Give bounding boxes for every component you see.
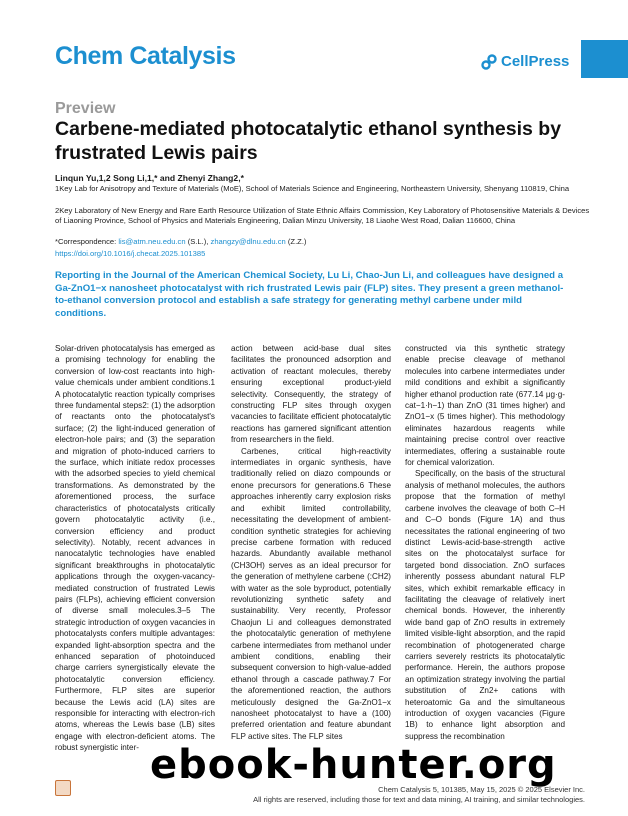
correspondence-name-2: (Z.Z.) [287,237,307,246]
body-column-1 [55,343,215,754]
email-link-2[interactable]: zhangzy@dlnu.edu.cn [210,237,286,246]
body-column-2 [231,343,391,742]
affiliation-1: 1Key Lab for Anisotropy and Texture of Materials (MoE), School of Materials Science and Engineering, Northeastern University, Shenyang 110819, China [55,184,570,193]
paragraph: action between acid-base dual sites facilitates the pronounced adsorption and activation of reactant molecules, thereby ensuring exceptional product-yield selectivity. Consequently, the strategy of constructing FLP sites through oxygen vacancies to facilitate efficient photocatalytic reactions has garnered significant attention from researchers in the field. [231,344,391,445]
publisher-name: CellPress [501,53,570,70]
paragraph: constructed via this synthetic strategy enable precise cleavage of methanol molecules into carbene intermediates under mild conditions and exhibit a significantly higher ethanol production rate (677.14 μg·g-cat−1·h−1) than ZnO (31 times higher) and ZnO1−x (5 times higher). This methodology eliminates hazardous reagents while maintaining precise control over reactive intermediates, offering a sustainable route for chemical valorization. [405,344,565,468]
section-label: Preview [55,100,116,117]
correspondence-name-1: (S.L.), [187,237,209,246]
footer-rights: All rights are reserved, including those for text and data mining, AI training, and similar technologies. [253,795,585,804]
body-column-3 [405,343,565,742]
cellpress-icon [481,54,497,70]
paragraph: Carbenes, critical high-reactivity intermediates in organic synthesis, have traditionally relied on diazo compounds or enone precursors for generations.6 These approaches inherently carry explosion risks and exhibit limited controllability, necessitating the development of ambient-condition synthetic strategies for achieving precise carbene formation with reduced hazards. Abundantly available methanol (CH3OH) serves as an ideal precursor for the generation of methylene carbene (:CH2) with water as the sole byproduct, potentially revolutionizing synthetic safety and sustainability. Very recently, Professor Chaojun Li and colleagues demonstrated the photocatalytic generation of methylene carbene intermediates from methanol under ambient conditions, enabling their subsequent conversion to high-value-added ethanol through a cascade pathway.7 For the aforementioned reaction, the authors meticulously designed the Ga-ZnO1−x nanosheet photocatalyst to have a (100) preferred orientation and feature abundant FLP active sites. The FLP sites [231,446,391,741]
watermark: ebook-hunter.org [150,742,557,788]
correspondence [55,237,595,247]
footer [40,785,585,805]
journal-title: Chem Catalysis [55,42,236,70]
doi-link[interactable]: https://doi.org/10.1016/j.checat.2025.101385 [55,249,206,258]
publisher-logo[interactable] [481,53,569,70]
abstract: Reporting in the Journal of the American Chemical Society, Lu Li, Chao-Jun Li, and colleagues have designed a Ga-ZnO1−x nanosheet photocatalyst with rich frustrated Lewis pair (FLP) sites. They present a green methanol-to-ethanol conversion protocol and establish a safe strategy for generating methyl carbene under mild conditions. [55,270,564,319]
email-link-1[interactable]: lis@atm.neu.edu.cn [118,237,186,246]
paragraph: Solar-driven photocatalysis has emerged as a promising technology for enabling the conversion of low-cost reactants into high-value chemicals under ambient conditions.1 A photocatalytic reaction typically comprises three fundamental steps2: (1) the adsorption of reactants onto the photocatalyst's surface; (2) the light-induced generation of electron-hole pairs; and (3) the separation and migration of photo-induced carriers to the surface, which initiate redox processes with the adsorbed species to yield chemical transformations. As demonstrated by the aforementioned process, the surface characteristics of photocatalysts critically govern photocatalytic activity (i.e., conversion efficiency and product selectivity). Notably, recent advances in nanocatalytic technologies have enabled significant breakthroughs in photocatalytic applications through the oxygen-vacancy-mediated construction of frustrated Lewis pairs (FLPs), achieving efficient conversion of diverse small molecules.3–5 The strategic introduction of oxygen vacancies in photocatalysts confers multiple advantages: expanded light-absorption spectra and the enhanced separation of photoinduced charge carriers synergistically elevate the photocatalytic conversion efficiency. Furthermore, FLP sites are superior because the Lewis acid (LA) sites are responsible for interacting with electron-rich atoms, whereas the Lewis base (LB) sites engage with electron-deficient atoms. The robust synergistic inter- [55,344,215,753]
affiliation-2: 2Key Laboratory of New Energy and Rare Earth Resource Utilization of State Ethnic Affairs Commission, Key Laboratory of Photosensitive Materials & Devices of Liaoning Province, School of Physics and Materials Engineering, Dalian Minzu University, 18 Liaohe West Road, Dalian 116600, China [55,206,590,225]
author-list: Linqun Yu,1,2 Song Li,1,* and Zhenyi Zhang2,* [55,173,244,183]
corner-tab [581,40,628,78]
paragraph: Specifically, on the basis of the structural analysis of methanol molecules, the authors propose that the formation of methyl carbene involves the cleavage of both C–H and C–O bonds (Figure 1A) and thus necessitates the rational engineering of two distinct Lewis-acid-base-strength active sites on the photocatalyst surface for targeted bond dissociation. ZnO surfaces inherently possess abundant natural FLP sites, which exhibit remarkable efficacy in facilitating the cleavage of relatively inert chemical bonds. However, the inherently wide band gap of ZnO results in extremely limited visible-light absorption, and the rapid recombination of photogenerated charge carriers severely restricts its photocatalytic performance. Herein, the authors propose an optimization strategy involving the partial substitution of Zn2+ cations with heteroatomic Ga and the simultaneous introduction of oxygen vacancies (Figure 1B) to enhance light absorption and suppress the recombination [405,469,565,741]
correspondence-label: *Correspondence: [55,237,117,246]
footer-citation: Chem Catalysis 5, 101385, May 15, 2025 © 2025 Elsevier Inc. [378,785,585,794]
article-title: Carbene-mediated photocatalytic ethanol synthesis by frustrated Lewis pairs [55,118,562,164]
